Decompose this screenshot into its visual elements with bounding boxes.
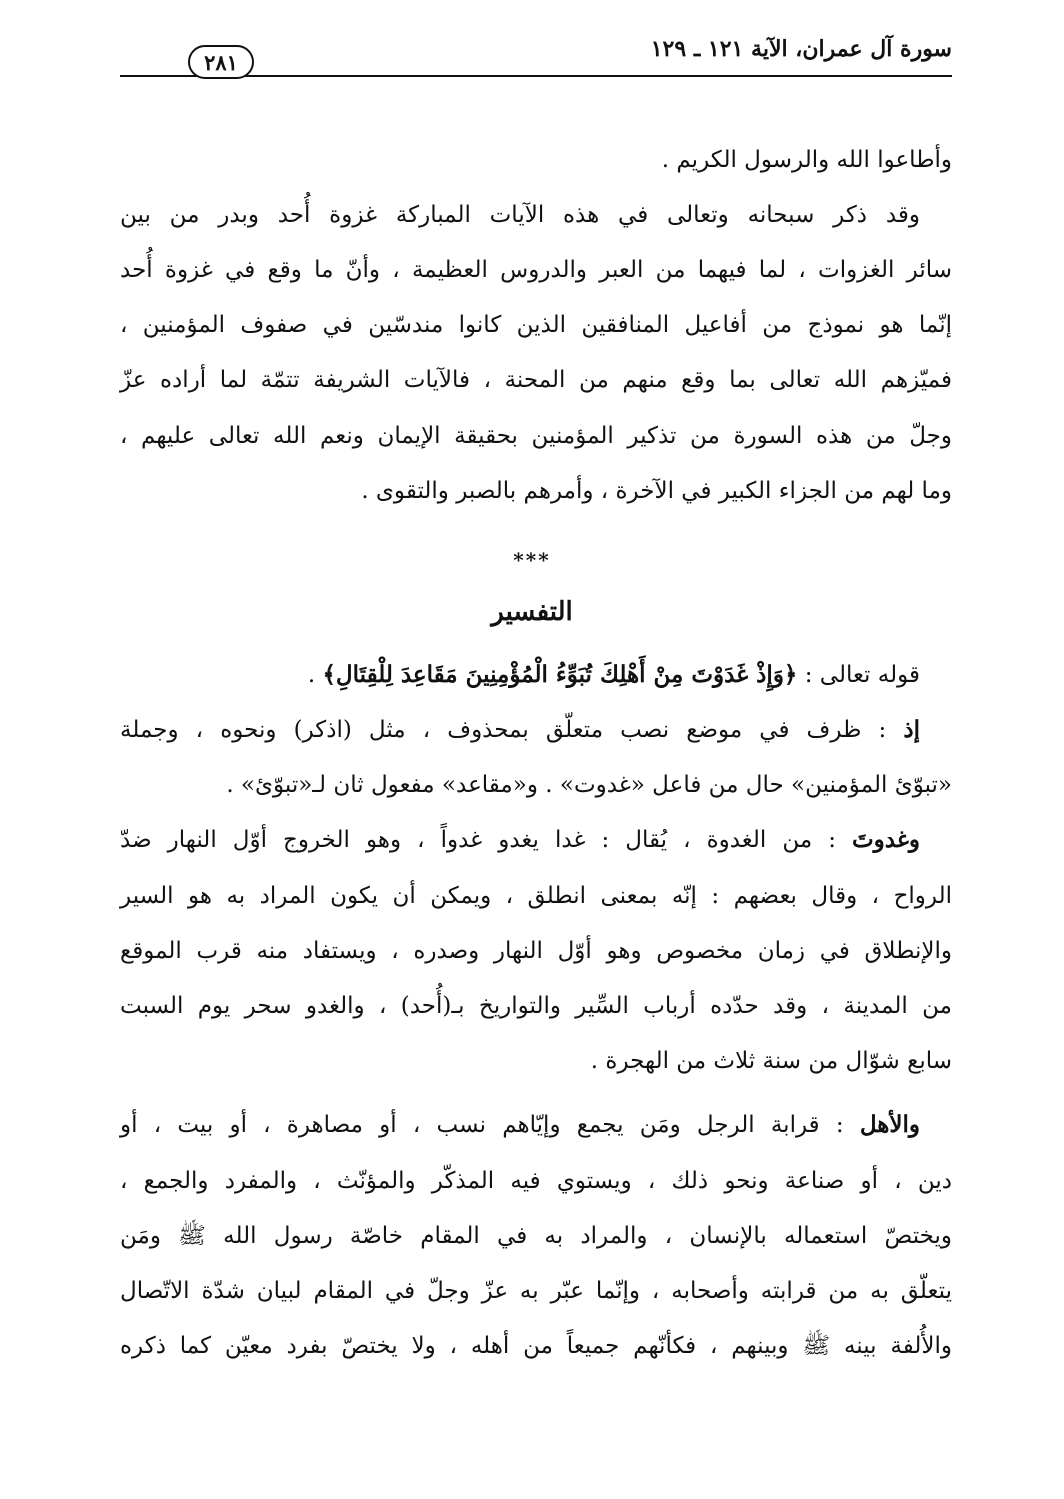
idh-line-1 [120, 710, 920, 750]
idh-line-1-text: : ظرف في موضع نصب متعلّق بمحذوف ، مثل (اذكر) ونحوه ، وجملة [120, 717, 904, 743]
section-heading: التفسير [491, 597, 573, 627]
verse-line [120, 655, 920, 695]
section-separator: *** [513, 548, 551, 572]
intro-line-1: وأطاعوا الله والرسول الكريم . [661, 147, 952, 173]
verse-suffix: . [307, 662, 323, 688]
idh-line-2: «تبوّئ المؤمنين» حال من فاعل «غدوت» . و«مقاعد» مفعول ثان لـ«تبوّئ» . [226, 772, 952, 798]
ahl-line-4: يتعلّق به من قرابته وأصحابه ، وإنّما عبّر به عزّ وجلّ في المقام لبيان شدّة الاتّصال [120, 1278, 952, 1304]
ghadawta-line-1 [120, 820, 920, 860]
term-idh: إذ [903, 716, 920, 743]
intro-line-2: وقد ذكر سبحانه وتعالى في هذه الآيات المباركة غزوة أُحد وبدر من بين [120, 202, 920, 228]
page-number: ٢٨١ [204, 49, 238, 75]
term-ghadawta: وغدوتَ [852, 826, 920, 853]
intro-line-3: سائر الغزوات ، لما فيهما من العبر والدروس العظيمة ، وأنّ ما وقع في غزوة أُحد [120, 257, 952, 283]
ghadawta-line-5: سابع شوّال من سنة ثلاث من الهجرة . [590, 1048, 952, 1074]
page-header-title: سورة آل عمران، الآية ١٢١ ـ ١٢٩ [650, 36, 952, 62]
ahl-line-1 [120, 1105, 920, 1145]
intro-line-4: إنّما هو نموذج من أفاعيل المنافقين الذين كانوا مندسّين في صفوف المؤمنين ، [120, 312, 952, 338]
ghadawta-line-4: من المدينة ، وقد حدّده أرباب السِّير والتواريخ بـ(أُحد) ، والغدو سحر يوم السبت [120, 993, 952, 1019]
verse-prefix: قوله تعالى : [797, 662, 920, 688]
ahl-line-5: والأُلفة بينه ﷺ وبينهم ، فكأنّهم جميعاً من أهله ، ولا يختصّ بفرد معيّن كما ذكره [120, 1333, 952, 1359]
ghadawta-line-2: الرواح ، وقال بعضهم : إنّه بمعنى انطلق ، ويمكن أن يكون المراد به هو السير [120, 883, 952, 909]
ghadawta-line-1-text: : من الغدوة ، يُقال : غدا يغدو غدواً ، وهو الخروج أوّل النهار ضدّ [120, 827, 853, 853]
ahl-line-1-text: : قرابة الرجل ومَن يجمع وإيّاهم نسب ، أو مصاهرة ، أو بيت ، أو [120, 1112, 860, 1138]
intro-line-5: فميّزهم الله تعالى بما وقع منهم من المحنة ، فالآيات الشريفة تتمّة لما أراده عزّ [120, 367, 952, 393]
page-number-badge [188, 45, 254, 79]
quranic-verse: ﴿وَإِذْ غَدَوْتَ مِنْ أَهْلِكَ تُبَوِّءُ الْمُؤْمِنِينَ مَقَاعِدَ لِلْقِتَالِ﴾ [322, 661, 798, 688]
ghadawta-line-3: والإنطلاق في زمان مخصوص وهو أوّل النهار وصدره ، ويستفاد منه قرب الموقع [120, 938, 952, 964]
term-ahl: والأهل [859, 1111, 920, 1138]
intro-line-7: وما لهم من الجزاء الكبير في الآخرة ، وأمرهم بالصبر والتقوى . [361, 478, 952, 504]
intro-line-6: وجلّ من هذه السورة من تذكير المؤمنين بحقيقة الإيمان ونعم الله تعالى عليهم ، [120, 423, 952, 449]
ahl-line-3: ويختصّ استعماله بالإنسان ، والمراد به في المقام خاصّة رسول الله ﷺ ومَن [120, 1223, 952, 1249]
ahl-line-2: دين ، أو صناعة ونحو ذلك ، ويستوي فيه المذكّر والمؤنّث ، والمفرد والجمع ، [120, 1168, 952, 1194]
